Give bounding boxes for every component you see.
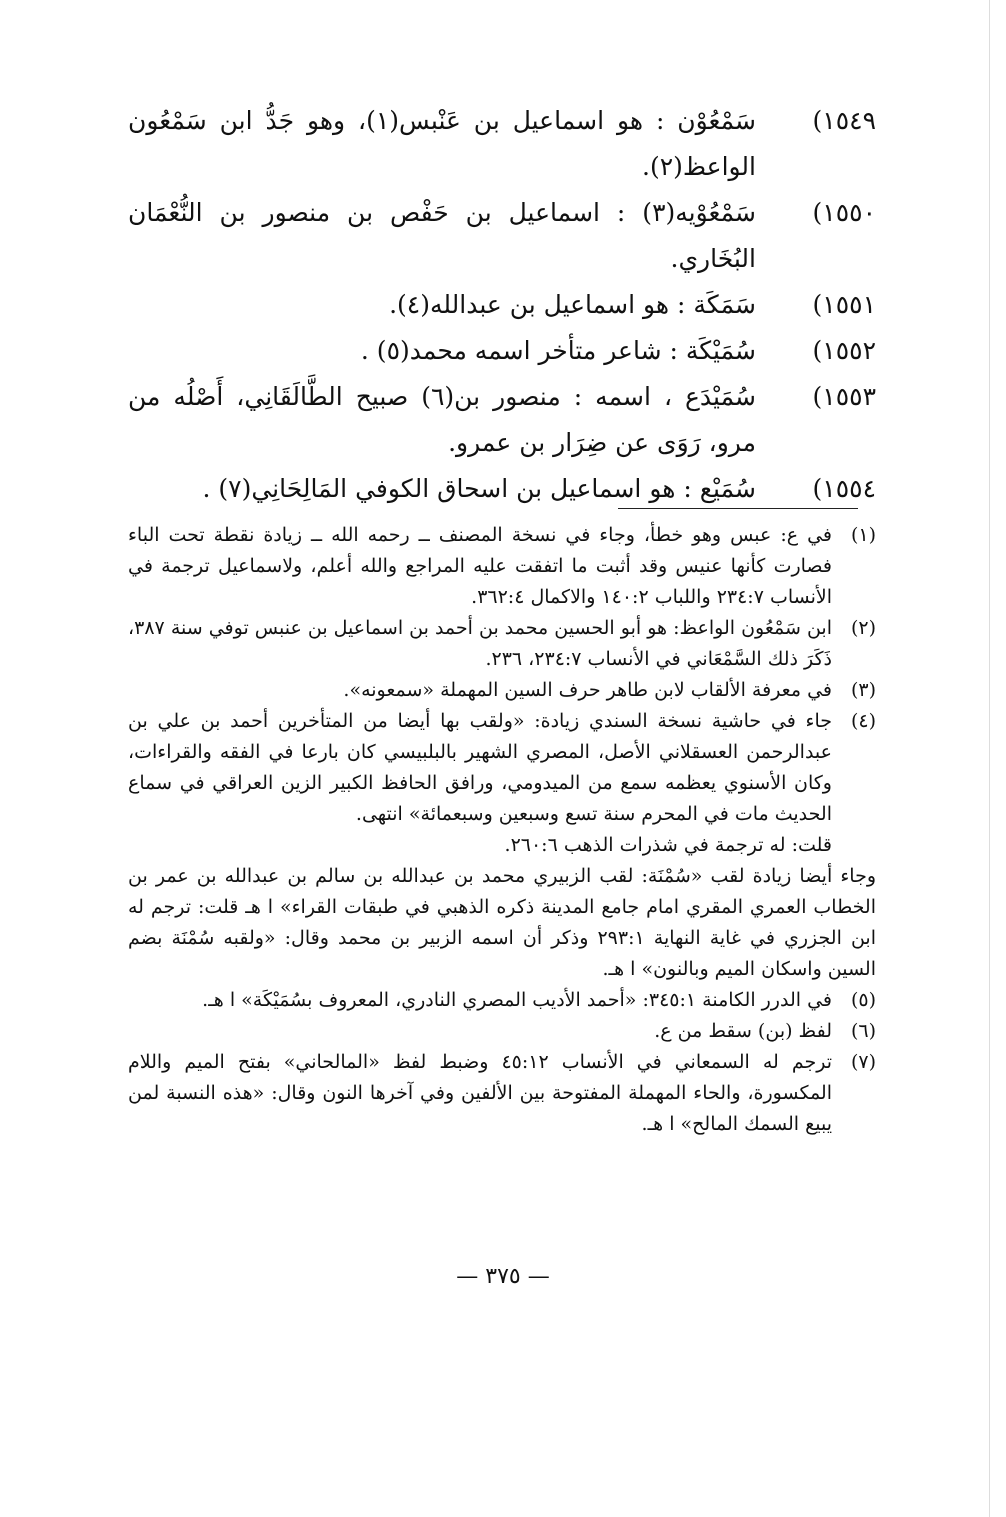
entry-number: ١٥٥٠) bbox=[812, 198, 876, 227]
entry-text: سَمَكَة : هو اسماعيل بن عبدالله(٤). bbox=[389, 290, 756, 319]
entries-list bbox=[128, 98, 876, 512]
footnote-paragraph: في الدرر الكامنة ٣٤٥:١: «أحمد الأديب المصري النادري، المعروف بسُمَيْكَة» ا هـ. bbox=[202, 989, 832, 1011]
footnote-paragraph: ترجم له السمعاني في الأنساب ٤٥:١٢ وضبط لفظ «المالحاني» بفتح الميم واللام المكسورة، والحاء المهملة المفتوحة بين الألفين وفي آخرها النون وقال: «هذه النسبة لمن يبيع السمك المالح» ا هـ. bbox=[128, 1051, 832, 1135]
entry-1552 bbox=[128, 328, 876, 374]
entry-number: ١٥٥٣) bbox=[812, 382, 876, 411]
footnote-paragraph: ابن سَمْعُون الواعظ: هو أبو الحسين محمد بن أحمد بن اسماعيل بن عنبس توفي سنة ٣٨٧، ذَكَرَ ذلك السَّمْعَاني في الأنساب ٢٣٤:٧، ٢٣٦. bbox=[128, 617, 832, 670]
footnote-7 bbox=[128, 1047, 876, 1140]
entry-number: ١٥٤٩) bbox=[812, 106, 876, 135]
footnote-2 bbox=[128, 613, 876, 675]
entry-1550 bbox=[128, 190, 876, 282]
footnote-number: (٣) bbox=[850, 679, 876, 701]
footnote-number: (٢) bbox=[850, 617, 876, 639]
footnote-text bbox=[128, 1016, 832, 1047]
footnote-1 bbox=[128, 520, 876, 613]
footnote-4 bbox=[128, 706, 876, 861]
scan-edge-line bbox=[989, 0, 990, 1517]
footnote-4-continuation: وجاء أيضا زيادة لقب «سُمْنَة: لقب الزبيري محمد بن عبدالله بن سالم بن عبدالله بن عمر بن الخطاب العمري المقري امام جامع المدينة ذكره الذهبي في طبقات القراء» ا هـ قلت: ترجم له ابن الجزري في غاية النهاية ٢٩٣:١ وذكر أن اسمه الزبير بن محمد وقال: «ولقبه سُمْنَة بضم السين واسكان الميم وبالنون» ا هـ. bbox=[128, 865, 876, 980]
footnote-paragraph: لفظ (بن) سقط من ع. bbox=[654, 1020, 832, 1042]
footnotes bbox=[128, 520, 876, 1140]
footnote-number: (٦) bbox=[850, 1020, 876, 1042]
footnote-3 bbox=[128, 675, 876, 706]
entry-number: ١٥٥٤) bbox=[812, 474, 876, 503]
footnote-number: (٧) bbox=[850, 1051, 876, 1073]
entry-1549 bbox=[128, 98, 876, 190]
entry-number: ١٥٥٢) bbox=[812, 336, 876, 365]
entry-1551 bbox=[128, 282, 876, 328]
entry-text: سَمْعُوْن : هو اسماعيل بن عَنْبس(١)، وهو جَدُّ ابن سَمْعُون الواعظ(٢). bbox=[128, 106, 757, 181]
footnote-number: (١) bbox=[850, 524, 876, 546]
footnote-text bbox=[128, 985, 832, 1016]
footnote-text bbox=[128, 520, 832, 613]
footnote-text bbox=[128, 675, 832, 706]
entry-number: ١٥٥١) bbox=[812, 290, 876, 319]
entry-1554 bbox=[128, 466, 876, 512]
footnote-paragraph: في معرفة الألقاب لابن طاهر حرف السين المهملة «سمعونه». bbox=[343, 679, 832, 701]
footnote-paragraph: جاء في حاشية نسخة السندي زيادة: «ولقب بها أيضا من المتأخرين أحمد بن علي بن عبدالرحمن العسقلاني الأصل، المصري الشهير بالبلبيسي كان بارعا في الفقه والقراءات، وكان الأسنوي يعظمه سمع من الميدومي، ورافق الحافظ الكبير الزين العراقي في سماع الحديث مات في المحرم سنة تسع وسبعين وسبعمائة» انتهى. bbox=[128, 710, 832, 825]
footnote-separator bbox=[618, 508, 858, 509]
footnote-number: (٤) bbox=[850, 710, 876, 732]
footnote-text bbox=[128, 613, 832, 675]
footnote-paragraph: قلت: له ترجمة في شذرات الذهب ٢٦٠:٦. bbox=[504, 834, 832, 856]
footnote-text bbox=[128, 1047, 832, 1140]
page-number: — ٣٧٥ — bbox=[456, 1264, 550, 1289]
footnote-paragraph: في ع: عبس وهو خطأ، وجاء في نسخة المصنف ــ رحمه الله ــ زيادة نقطة تحت الباء فصارت كأنها عنيس وقد أثبت ما اتفقت عليه المراجع والله أعلم، ولاسماعيل ترجمة في الأنساب ٢٣٤:٧ واللباب ١٤٠:٢ والاكمال ٣٦٢:٤. bbox=[128, 524, 832, 608]
entry-1553 bbox=[128, 374, 876, 466]
footnote-6 bbox=[128, 1016, 876, 1047]
entry-text: سُمَيْع : هو اسماعيل بن اسحاق الكوفي المَالِحَانِي(٧) . bbox=[202, 474, 756, 503]
footnote-text bbox=[128, 706, 832, 861]
entry-text: سُمَيْكَة : شاعر متأخر اسمه محمد(٥) . bbox=[360, 336, 756, 365]
footnote-number: (٥) bbox=[850, 989, 876, 1011]
footnote-5 bbox=[128, 985, 876, 1016]
entry-text: سُمَيْدَع ، اسمه : منصور بن(٦) صبيح الطَّالَقَانِي، أَصْلُه من مرو، رَوَى عن ضِرَار بن عمرو. bbox=[128, 382, 756, 457]
entry-text: سَمْعُوْيه(٣) : اسماعيل بن حَفْص بن منصور بن النُّعْمَان البُخَاري. bbox=[128, 198, 756, 273]
